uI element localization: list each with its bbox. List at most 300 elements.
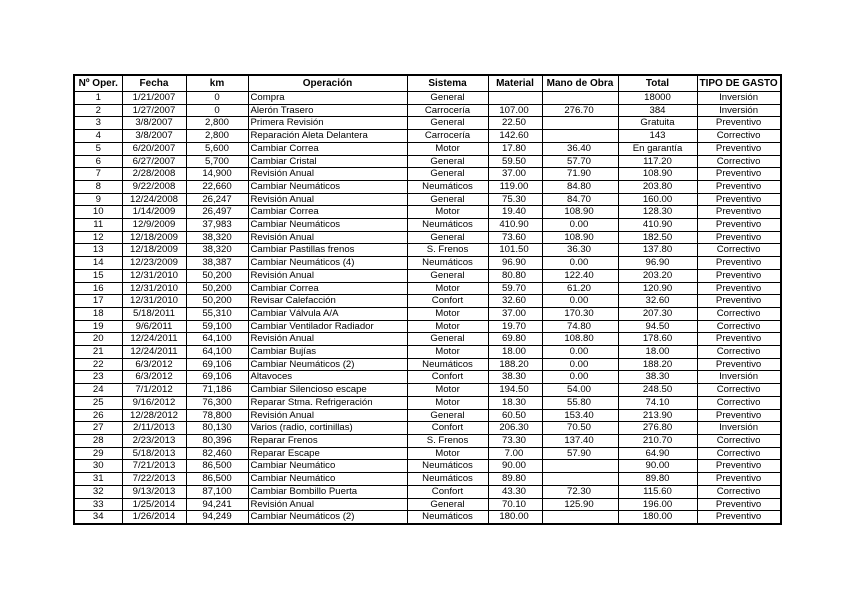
cell-material: 107.00 (488, 104, 542, 117)
cell-material: 59.70 (488, 282, 542, 295)
cell-tipo-de-gasto: Correctivo (697, 447, 781, 460)
cell-fecha: 12/31/2010 (122, 282, 186, 295)
cell-sistema: General (407, 409, 488, 422)
cell-sistema: General (407, 498, 488, 511)
cell-km: 86,500 (186, 473, 248, 486)
cell-tipo-de-gasto: Correctivo (697, 485, 781, 498)
cell-sistema: Confort (407, 295, 488, 308)
cell-num-oper: 16 (74, 282, 122, 295)
cell-fecha: 6/27/2007 (122, 155, 186, 168)
cell-total: 213.90 (618, 409, 697, 422)
cell-operacion: Revisión Anual (248, 498, 407, 511)
cell-fecha: 12/31/2010 (122, 269, 186, 282)
cell-sistema: Motor (407, 346, 488, 359)
table-row (74, 180, 781, 193)
cell-km: 2,800 (186, 130, 248, 143)
cell-mano-de-obra: 36.40 (542, 142, 618, 155)
cell-fecha: 12/9/2009 (122, 219, 186, 232)
cell-material: 75.30 (488, 193, 542, 206)
cell-mano-de-obra (542, 92, 618, 105)
cell-tipo-de-gasto: Preventivo (697, 257, 781, 270)
cell-operacion: Cambiar Neumático (248, 473, 407, 486)
cell-sistema: Neumáticos (407, 511, 488, 524)
cell-tipo-de-gasto: Correctivo (697, 346, 781, 359)
table-row (74, 117, 781, 130)
cell-sistema: Motor (407, 320, 488, 333)
cell-num-oper: 2 (74, 104, 122, 117)
cell-sistema: Neumáticos (407, 180, 488, 193)
cell-tipo-de-gasto: Preventivo (697, 473, 781, 486)
cell-material: 22.50 (488, 117, 542, 130)
cell-km: 0 (186, 104, 248, 117)
cell-tipo-de-gasto: Preventivo (697, 460, 781, 473)
cell-total: 178.60 (618, 333, 697, 346)
cell-km: 5,700 (186, 155, 248, 168)
cell-num-oper: 29 (74, 447, 122, 460)
cell-total: 74.10 (618, 396, 697, 409)
cell-num-oper: 13 (74, 244, 122, 257)
cell-tipo-de-gasto: Correctivo (697, 244, 781, 257)
cell-material: 119.00 (488, 180, 542, 193)
cell-num-oper: 14 (74, 257, 122, 270)
cell-fecha: 7/21/2013 (122, 460, 186, 473)
cell-num-oper: 23 (74, 371, 122, 384)
cell-material: 19.70 (488, 320, 542, 333)
cell-km: 59,100 (186, 320, 248, 333)
cell-total: 203.20 (618, 269, 697, 282)
cell-material: 142.60 (488, 130, 542, 143)
cell-mano-de-obra: 84.80 (542, 180, 618, 193)
cell-sistema: Neumáticos (407, 219, 488, 232)
cell-km: 37,983 (186, 219, 248, 232)
cell-sistema: General (407, 117, 488, 130)
cell-mano-de-obra: 0.00 (542, 219, 618, 232)
header-fecha: Fecha (122, 75, 186, 92)
header-km: km (186, 75, 248, 92)
table-row (74, 155, 781, 168)
cell-mano-de-obra (542, 117, 618, 130)
cell-fecha: 2/23/2013 (122, 434, 186, 447)
cell-num-oper: 17 (74, 295, 122, 308)
cell-operacion: Cambiar Bujías (248, 346, 407, 359)
cell-operacion: Cambiar Neumáticos (2) (248, 358, 407, 371)
cell-km: 76,300 (186, 396, 248, 409)
cell-material: 38.30 (488, 371, 542, 384)
cell-tipo-de-gasto: Preventivo (697, 269, 781, 282)
table-row (74, 92, 781, 105)
cell-fecha: 1/21/2007 (122, 92, 186, 105)
cell-fecha: 12/18/2009 (122, 244, 186, 257)
cell-num-oper: 33 (74, 498, 122, 511)
cell-tipo-de-gasto: Correctivo (697, 384, 781, 397)
cell-tipo-de-gasto: Correctivo (697, 130, 781, 143)
cell-sistema: Motor (407, 282, 488, 295)
cell-num-oper: 18 (74, 307, 122, 320)
cell-km: 14,900 (186, 168, 248, 181)
cell-km: 94,241 (186, 498, 248, 511)
cell-fecha: 7/22/2013 (122, 473, 186, 486)
cell-km: 69,106 (186, 358, 248, 371)
cell-material: 17.80 (488, 142, 542, 155)
cell-km: 38,320 (186, 244, 248, 257)
table-row (74, 206, 781, 219)
cell-material: 410.90 (488, 219, 542, 232)
cell-operacion: Cambiar Correa (248, 282, 407, 295)
cell-fecha: 1/27/2007 (122, 104, 186, 117)
cell-km: 80,396 (186, 434, 248, 447)
cell-fecha: 1/14/2009 (122, 206, 186, 219)
cell-mano-de-obra: 276.70 (542, 104, 618, 117)
cell-km: 80,130 (186, 422, 248, 435)
cell-km: 26,247 (186, 193, 248, 206)
cell-mano-de-obra: 137.40 (542, 434, 618, 447)
cell-total: 115.60 (618, 485, 697, 498)
cell-operacion: Altavoces (248, 371, 407, 384)
cell-tipo-de-gasto: Preventivo (697, 117, 781, 130)
cell-mano-de-obra: 84.70 (542, 193, 618, 206)
table-row (74, 460, 781, 473)
cell-mano-de-obra: 0.00 (542, 257, 618, 270)
cell-fecha: 3/8/2007 (122, 130, 186, 143)
table-row (74, 371, 781, 384)
table-row (74, 244, 781, 257)
cell-operacion: Reparación Aleta Delantera (248, 130, 407, 143)
cell-sistema: General (407, 155, 488, 168)
cell-sistema: Carrocería (407, 104, 488, 117)
cell-material: 70.10 (488, 498, 542, 511)
cell-sistema: Motor (407, 142, 488, 155)
cell-km: 86,500 (186, 460, 248, 473)
cell-material: 206.30 (488, 422, 542, 435)
cell-mano-de-obra: 0.00 (542, 346, 618, 359)
cell-km: 50,200 (186, 295, 248, 308)
cell-sistema: General (407, 193, 488, 206)
cell-fecha: 9/6/2011 (122, 320, 186, 333)
cell-sistema: S. Frenos (407, 434, 488, 447)
cell-material: 180.00 (488, 511, 542, 524)
cell-total: 137.80 (618, 244, 697, 257)
cell-sistema: Neumáticos (407, 358, 488, 371)
cell-km: 55,310 (186, 307, 248, 320)
cell-material: 73.30 (488, 434, 542, 447)
cell-total: 182.50 (618, 231, 697, 244)
cell-num-oper: 24 (74, 384, 122, 397)
table-row (74, 447, 781, 460)
cell-operacion: Cambiar Pastillas frenos (248, 244, 407, 257)
cell-tipo-de-gasto: Preventivo (697, 511, 781, 524)
cell-total: 96.90 (618, 257, 697, 270)
cell-operacion: Cambiar Neumático (248, 460, 407, 473)
cell-km: 2,800 (186, 117, 248, 130)
cell-sistema: Motor (407, 396, 488, 409)
cell-total: En garantía (618, 142, 697, 155)
cell-km: 5,600 (186, 142, 248, 155)
cell-operacion: Revisión Anual (248, 231, 407, 244)
cell-mano-de-obra: 71.90 (542, 168, 618, 181)
cell-sistema: Motor (407, 307, 488, 320)
cell-material: 73.60 (488, 231, 542, 244)
cell-km: 87,100 (186, 485, 248, 498)
cell-mano-de-obra: 57.70 (542, 155, 618, 168)
cell-mano-de-obra: 54.00 (542, 384, 618, 397)
cell-num-oper: 4 (74, 130, 122, 143)
cell-sistema: General (407, 92, 488, 105)
cell-material: 43.30 (488, 485, 542, 498)
header-tipo-de-gasto: TIPO DE GASTO (697, 75, 781, 92)
cell-fecha: 12/18/2009 (122, 231, 186, 244)
cell-tipo-de-gasto: Preventivo (697, 498, 781, 511)
cell-operacion: Revisión Anual (248, 168, 407, 181)
cell-fecha: 12/24/2011 (122, 333, 186, 346)
cell-operacion: Cambiar Ventilador Radiador (248, 320, 407, 333)
cell-tipo-de-gasto: Preventivo (697, 142, 781, 155)
cell-fecha: 7/1/2012 (122, 384, 186, 397)
table-row (74, 498, 781, 511)
cell-mano-de-obra: 125.90 (542, 498, 618, 511)
cell-material: 18.30 (488, 396, 542, 409)
cell-operacion: Revisión Anual (248, 409, 407, 422)
cell-sistema: General (407, 269, 488, 282)
cell-operacion: Reparar Frenos (248, 434, 407, 447)
cell-tipo-de-gasto: Inversión (697, 104, 781, 117)
cell-operacion: Revisar Calefacción (248, 295, 407, 308)
cell-sistema: Neumáticos (407, 473, 488, 486)
cell-tipo-de-gasto: Preventivo (697, 180, 781, 193)
table-row (74, 409, 781, 422)
cell-sistema: General (407, 231, 488, 244)
cell-operacion: Cambiar Cristal (248, 155, 407, 168)
cell-tipo-de-gasto: Preventivo (697, 409, 781, 422)
cell-mano-de-obra (542, 473, 618, 486)
cell-material: 69.80 (488, 333, 542, 346)
cell-mano-de-obra: 55.80 (542, 396, 618, 409)
cell-fecha: 12/31/2010 (122, 295, 186, 308)
cell-num-oper: 3 (74, 117, 122, 130)
cell-num-oper: 8 (74, 180, 122, 193)
cell-fecha: 6/20/2007 (122, 142, 186, 155)
header-num-oper: Nº Oper. (74, 75, 122, 92)
cell-mano-de-obra: 70.50 (542, 422, 618, 435)
cell-sistema: General (407, 333, 488, 346)
table-row (74, 485, 781, 498)
cell-total: 90.00 (618, 460, 697, 473)
cell-sistema: General (407, 168, 488, 181)
cell-num-oper: 32 (74, 485, 122, 498)
cell-material: 59.50 (488, 155, 542, 168)
cell-mano-de-obra: 153.40 (542, 409, 618, 422)
cell-mano-de-obra: 57.90 (542, 447, 618, 460)
cell-mano-de-obra: 36.30 (542, 244, 618, 257)
table-row (74, 434, 781, 447)
cell-km: 82,460 (186, 447, 248, 460)
maintenance-table (73, 74, 782, 525)
cell-total: 32.60 (618, 295, 697, 308)
cell-mano-de-obra (542, 460, 618, 473)
cell-tipo-de-gasto: Preventivo (697, 168, 781, 181)
cell-material: 37.00 (488, 168, 542, 181)
cell-total: 120.90 (618, 282, 697, 295)
table-row (74, 142, 781, 155)
cell-mano-de-obra (542, 511, 618, 524)
cell-fecha: 12/24/2008 (122, 193, 186, 206)
cell-km: 64,100 (186, 333, 248, 346)
cell-total: 18.00 (618, 346, 697, 359)
table-row (74, 358, 781, 371)
cell-fecha: 1/26/2014 (122, 511, 186, 524)
table-row (74, 422, 781, 435)
cell-km: 26,497 (186, 206, 248, 219)
cell-total: 410.90 (618, 219, 697, 232)
cell-tipo-de-gasto: Inversión (697, 422, 781, 435)
cell-total: 160.00 (618, 193, 697, 206)
cell-operacion: Reparar Stma. Refrigeración (248, 396, 407, 409)
table-row (74, 269, 781, 282)
cell-tipo-de-gasto: Correctivo (697, 307, 781, 320)
cell-operacion: Revisión Anual (248, 269, 407, 282)
cell-material: 96.90 (488, 257, 542, 270)
cell-sistema: S. Frenos (407, 244, 488, 257)
cell-operacion: Revisión Anual (248, 193, 407, 206)
cell-km: 38,320 (186, 231, 248, 244)
cell-operacion: Varios (radio, cortinillas) (248, 422, 407, 435)
cell-tipo-de-gasto: Preventivo (697, 206, 781, 219)
cell-num-oper: 12 (74, 231, 122, 244)
cell-sistema: Motor (407, 206, 488, 219)
cell-operacion: Compra (248, 92, 407, 105)
header-total: Total (618, 75, 697, 92)
header-operacion: Operación (248, 75, 407, 92)
cell-operacion: Cambiar Neumáticos (248, 180, 407, 193)
cell-num-oper: 30 (74, 460, 122, 473)
cell-num-oper: 27 (74, 422, 122, 435)
cell-tipo-de-gasto: Correctivo (697, 320, 781, 333)
cell-material: 194.50 (488, 384, 542, 397)
cell-fecha: 9/22/2008 (122, 180, 186, 193)
table-row (74, 231, 781, 244)
cell-material: 19.40 (488, 206, 542, 219)
cell-sistema: Confort (407, 485, 488, 498)
cell-num-oper: 25 (74, 396, 122, 409)
cell-fecha: 2/28/2008 (122, 168, 186, 181)
cell-mano-de-obra: 108.80 (542, 333, 618, 346)
cell-km: 0 (186, 92, 248, 105)
cell-num-oper: 28 (74, 434, 122, 447)
cell-num-oper: 11 (74, 219, 122, 232)
cell-num-oper: 20 (74, 333, 122, 346)
cell-num-oper: 34 (74, 511, 122, 524)
table-row (74, 295, 781, 308)
cell-sistema: Carrocería (407, 130, 488, 143)
cell-total: 207.30 (618, 307, 697, 320)
cell-operacion: Cambiar Neumáticos (248, 219, 407, 232)
cell-tipo-de-gasto: Correctivo (697, 434, 781, 447)
cell-fecha: 5/18/2013 (122, 447, 186, 460)
cell-material: 37.00 (488, 307, 542, 320)
cell-total: 89.80 (618, 473, 697, 486)
cell-operacion: Primera Revisión (248, 117, 407, 130)
cell-mano-de-obra: 74.80 (542, 320, 618, 333)
cell-total: 196.00 (618, 498, 697, 511)
table-row (74, 346, 781, 359)
cell-tipo-de-gasto: Preventivo (697, 231, 781, 244)
cell-num-oper: 15 (74, 269, 122, 282)
cell-total: 117.20 (618, 155, 697, 168)
cell-total: 128.30 (618, 206, 697, 219)
cell-material (488, 92, 542, 105)
header-mano-de-obra: Mano de Obra (542, 75, 618, 92)
table-row (74, 307, 781, 320)
table-row (74, 282, 781, 295)
cell-operacion: Cambiar Bombillo Puerta (248, 485, 407, 498)
cell-total: 18000 (618, 92, 697, 105)
cell-fecha: 9/13/2013 (122, 485, 186, 498)
cell-mano-de-obra: 0.00 (542, 358, 618, 371)
cell-num-oper: 9 (74, 193, 122, 206)
table-row (74, 333, 781, 346)
cell-tipo-de-gasto: Correctivo (697, 396, 781, 409)
cell-km: 94,249 (186, 511, 248, 524)
cell-sistema: Confort (407, 422, 488, 435)
header-sistema: Sistema (407, 75, 488, 92)
cell-num-oper: 1 (74, 92, 122, 105)
cell-fecha: 6/3/2012 (122, 358, 186, 371)
cell-tipo-de-gasto: Preventivo (697, 282, 781, 295)
table-row (74, 257, 781, 270)
cell-num-oper: 19 (74, 320, 122, 333)
header-row (74, 75, 781, 92)
cell-sistema: Neumáticos (407, 257, 488, 270)
cell-sistema: Motor (407, 447, 488, 460)
cell-fecha: 12/28/2012 (122, 409, 186, 422)
cell-tipo-de-gasto: Preventivo (697, 358, 781, 371)
cell-material: 89.80 (488, 473, 542, 486)
cell-km: 22,660 (186, 180, 248, 193)
cell-total: 180.00 (618, 511, 697, 524)
header-material: Material (488, 75, 542, 92)
cell-total: 210.70 (618, 434, 697, 447)
cell-total: 384 (618, 104, 697, 117)
cell-km: 50,200 (186, 269, 248, 282)
cell-material: 32.60 (488, 295, 542, 308)
cell-fecha: 9/16/2012 (122, 396, 186, 409)
cell-num-oper: 6 (74, 155, 122, 168)
cell-operacion: Cambiar Correa (248, 206, 407, 219)
cell-fecha: 12/24/2011 (122, 346, 186, 359)
cell-sistema: Confort (407, 371, 488, 384)
cell-fecha: 2/11/2013 (122, 422, 186, 435)
cell-num-oper: 10 (74, 206, 122, 219)
table-row (74, 130, 781, 143)
cell-km: 50,200 (186, 282, 248, 295)
cell-tipo-de-gasto: Preventivo (697, 193, 781, 206)
cell-tipo-de-gasto: Correctivo (697, 155, 781, 168)
cell-tipo-de-gasto: Preventivo (697, 219, 781, 232)
table-row (74, 320, 781, 333)
cell-num-oper: 22 (74, 358, 122, 371)
cell-total: 276.80 (618, 422, 697, 435)
table-body (74, 92, 781, 524)
cell-fecha: 3/8/2007 (122, 117, 186, 130)
cell-total: 188.20 (618, 358, 697, 371)
cell-tipo-de-gasto: Preventivo (697, 295, 781, 308)
table-row (74, 193, 781, 206)
cell-total: 248.50 (618, 384, 697, 397)
table-row (74, 396, 781, 409)
cell-num-oper: 21 (74, 346, 122, 359)
cell-total: 94.50 (618, 320, 697, 333)
table-row (74, 473, 781, 486)
cell-tipo-de-gasto: Preventivo (697, 333, 781, 346)
